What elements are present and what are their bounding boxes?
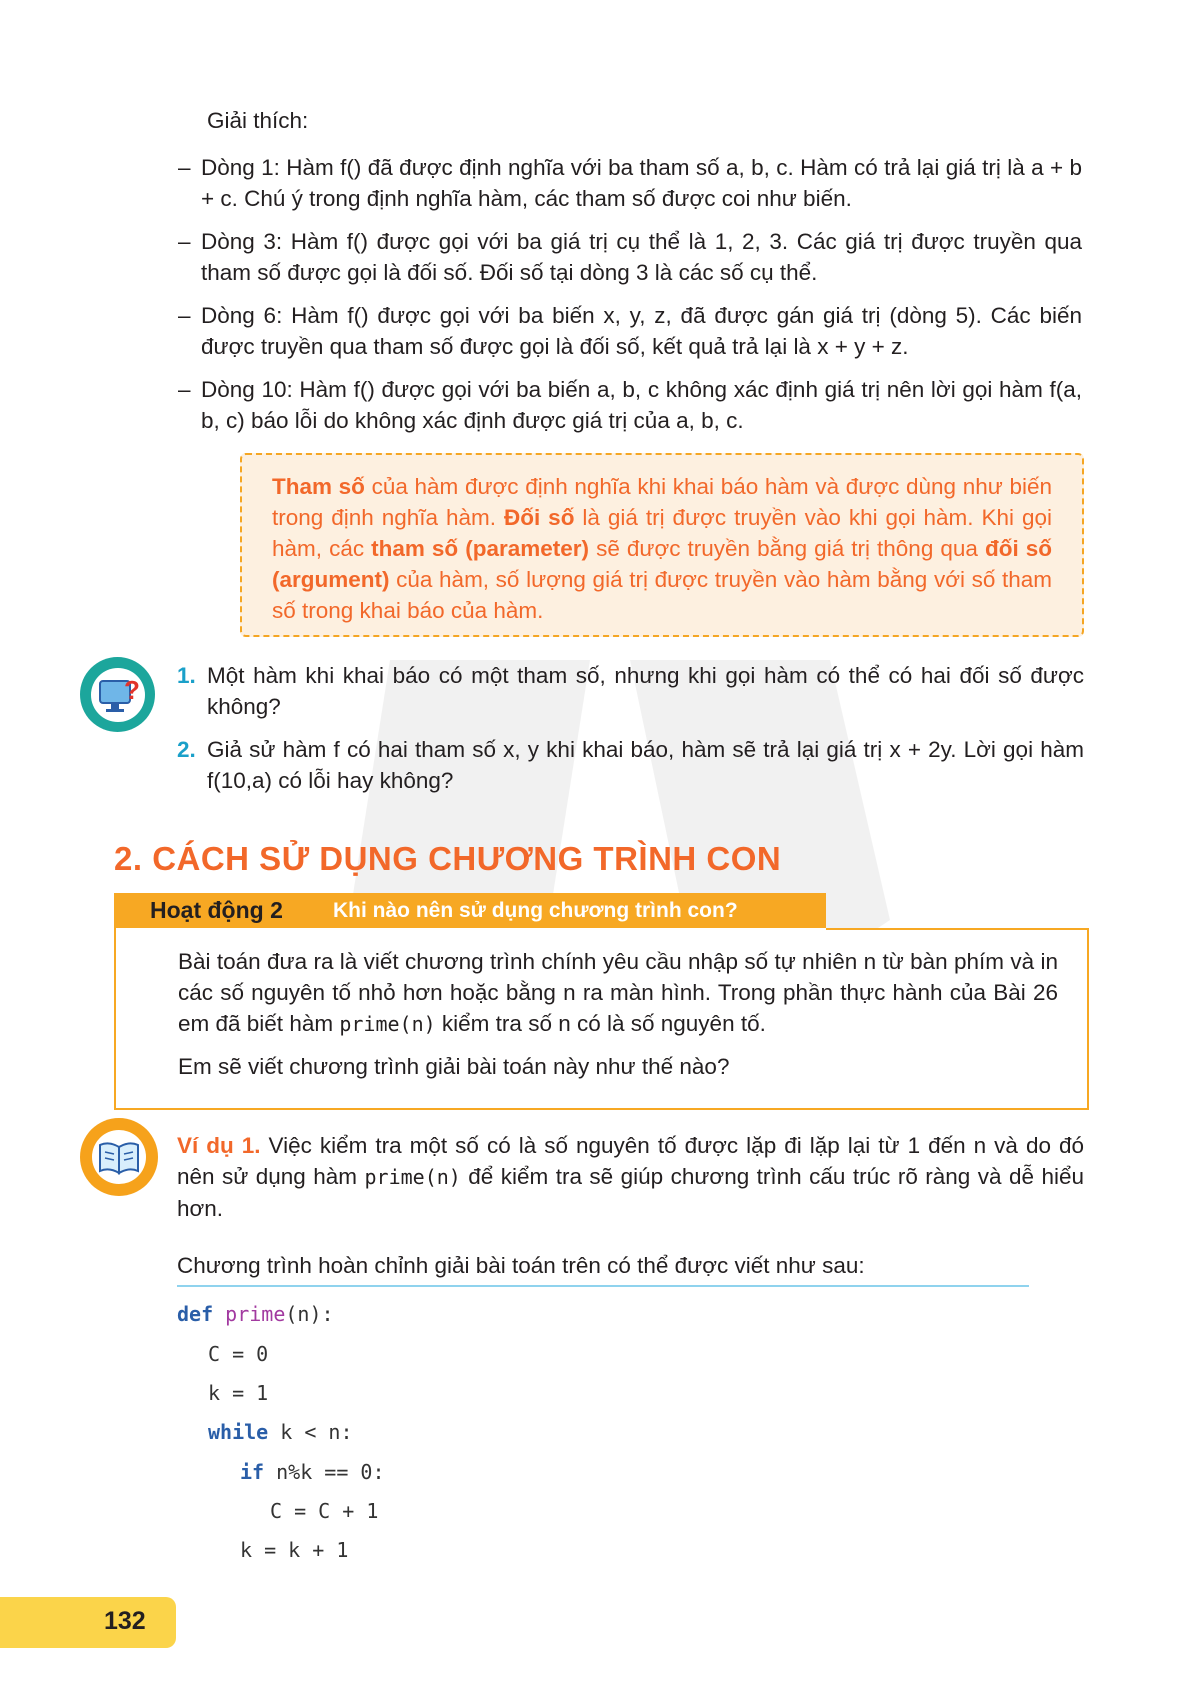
keyword: if xyxy=(240,1460,265,1484)
explanation-bullet xyxy=(178,300,1082,362)
term-parameter: Tham số xyxy=(272,474,365,499)
term-parameter-en: tham số (parameter) xyxy=(371,536,590,561)
question-text: Một hàm khi khai báo có một tham số, nhưng khi gọi hàm có thể có hai đối số được không? xyxy=(207,663,1084,719)
dash-marker: – xyxy=(178,377,191,402)
code-line xyxy=(208,1420,353,1444)
example-text: Việc kiểm tra một số có là số nguyên tố được lặp đi lặp lại từ 1 đến n và do đó nên sử dụng hàm xyxy=(177,1133,1084,1189)
monitor-question-icon xyxy=(96,673,140,717)
code-text: n%k == 0: xyxy=(264,1460,385,1484)
note-text: của hàm, số lượng giá trị được truyền vào hàm bằng với số tham số trong khai báo của hàm. xyxy=(272,567,1052,623)
term-argument: Đối số xyxy=(503,505,575,530)
page-number-tab xyxy=(0,1597,176,1648)
note-text: là giá trị được truyền vào khi gọi hàm. Khi gọi hàm, các xyxy=(272,505,1052,561)
activity-text: Bài toán đưa ra là viết chương trình chính yêu cầu nhập số tự nhiên n từ bàn phím và in các số nguyên tố nhỏ hơn hoặc bằng n ra màn hình. Trong phần thực hành của Bài 26 em đã biết hàm xyxy=(178,949,1058,1036)
explanation-heading: Giải thích: xyxy=(207,108,309,133)
note-text: của hàm được định nghĩa khi khai báo hàm và được dùng như biến trong định nghĩa hàm. xyxy=(272,474,1052,530)
explanation-bullet xyxy=(178,374,1082,436)
dash-marker: – xyxy=(178,303,191,328)
definition-note-box xyxy=(240,453,1084,637)
keyword: def xyxy=(177,1302,214,1326)
term-argument-en: đối số (argument) xyxy=(272,536,1053,592)
question-item xyxy=(177,734,1084,796)
question-number: 2. xyxy=(177,737,196,762)
svg-text:?: ? xyxy=(123,674,140,705)
example-title: Ví dụ 1. xyxy=(177,1133,261,1158)
keyword: while xyxy=(208,1420,269,1444)
bullet-text: Dòng 3: Hàm f() được gọi với ba giá trị cụ thể là 1, 2, 3. Các giá trị được truyền qua tham số được gọi là đối số. Đối số tại dòng 3 là các số cụ thể. xyxy=(201,229,1082,285)
example-text: để kiểm tra sẽ giúp chương trình cấu trúc rõ ràng và dễ hiểu hơn. xyxy=(177,1164,1084,1221)
note-text: sẽ được truyền bằng giá trị thông qua xyxy=(589,536,985,561)
activity-title: Khi nào nên sử dụng chương trình con? xyxy=(333,899,738,922)
bullet-text: Dòng 10: Hàm f() được gọi với ba biến a, b, c không xác định giá trị nên lời gọi hàm f(a, b, c) báo lỗi do không xác định được giá trị của a, b, c. xyxy=(201,377,1082,433)
code-line xyxy=(177,1302,334,1326)
activity-text: kiểm tra số n có là số nguyên tố. xyxy=(435,1011,766,1036)
explanation-bullet xyxy=(178,226,1082,288)
question-icon xyxy=(80,657,155,732)
program-divider xyxy=(177,1285,1029,1287)
section-title: 2. CÁCH SỬ DỤNG CHƯƠNG TRÌNH CON xyxy=(114,840,782,877)
bullet-text: Dòng 6: Hàm f() được gọi với ba biến x, y, z, đã được gán giá trị (dòng 5). Các biến được truyền qua tham số được gọi là đối số, kết quả trả lại là x + y + z. xyxy=(201,303,1082,359)
question-text: Giả sử hàm f có hai tham số x, y khi khai báo, hàm sẽ trả lại giá trị x + 2y. Lời gọi hàm f(10,a) có lỗi hay không? xyxy=(207,737,1084,793)
code-line: C = 0 xyxy=(208,1342,269,1366)
dash-marker: – xyxy=(178,229,191,254)
code-line: k = k + 1 xyxy=(240,1538,349,1562)
explanation-bullet xyxy=(178,152,1082,214)
activity-question: Em sẽ viết chương trình giải bài toán này như thế nào? xyxy=(178,1054,730,1079)
inline-code: prime(n) xyxy=(339,1012,436,1036)
code-line: C = C + 1 xyxy=(270,1499,379,1523)
activity-label: Hoạt động 2 xyxy=(150,897,283,923)
code-line xyxy=(240,1460,385,1484)
code-line: k = 1 xyxy=(208,1381,269,1405)
inline-code: prime(n) xyxy=(364,1165,461,1189)
page-number: 132 xyxy=(104,1607,146,1635)
open-book-icon xyxy=(97,1137,141,1177)
example-icon xyxy=(80,1118,158,1196)
activity-box-border xyxy=(826,928,1089,930)
example-paragraph xyxy=(177,1130,1084,1224)
program-intro: Chương trình hoàn chỉnh giải bài toán trên có thể được viết như sau: xyxy=(177,1253,865,1278)
bullet-text: Dòng 1: Hàm f() đã được định nghĩa với ba tham số a, b, c. Hàm có trả lại giá trị là a + b + c. Chú ý trong định nghĩa hàm, các tham số được coi như biến. xyxy=(201,155,1082,211)
function-name: prime xyxy=(225,1302,286,1326)
activity-paragraph xyxy=(178,946,1058,1040)
question-number: 1. xyxy=(177,663,196,688)
question-item xyxy=(177,660,1084,722)
dash-marker: – xyxy=(178,155,191,180)
code-text: k < n: xyxy=(268,1420,353,1444)
code-text: (n): xyxy=(285,1302,334,1326)
